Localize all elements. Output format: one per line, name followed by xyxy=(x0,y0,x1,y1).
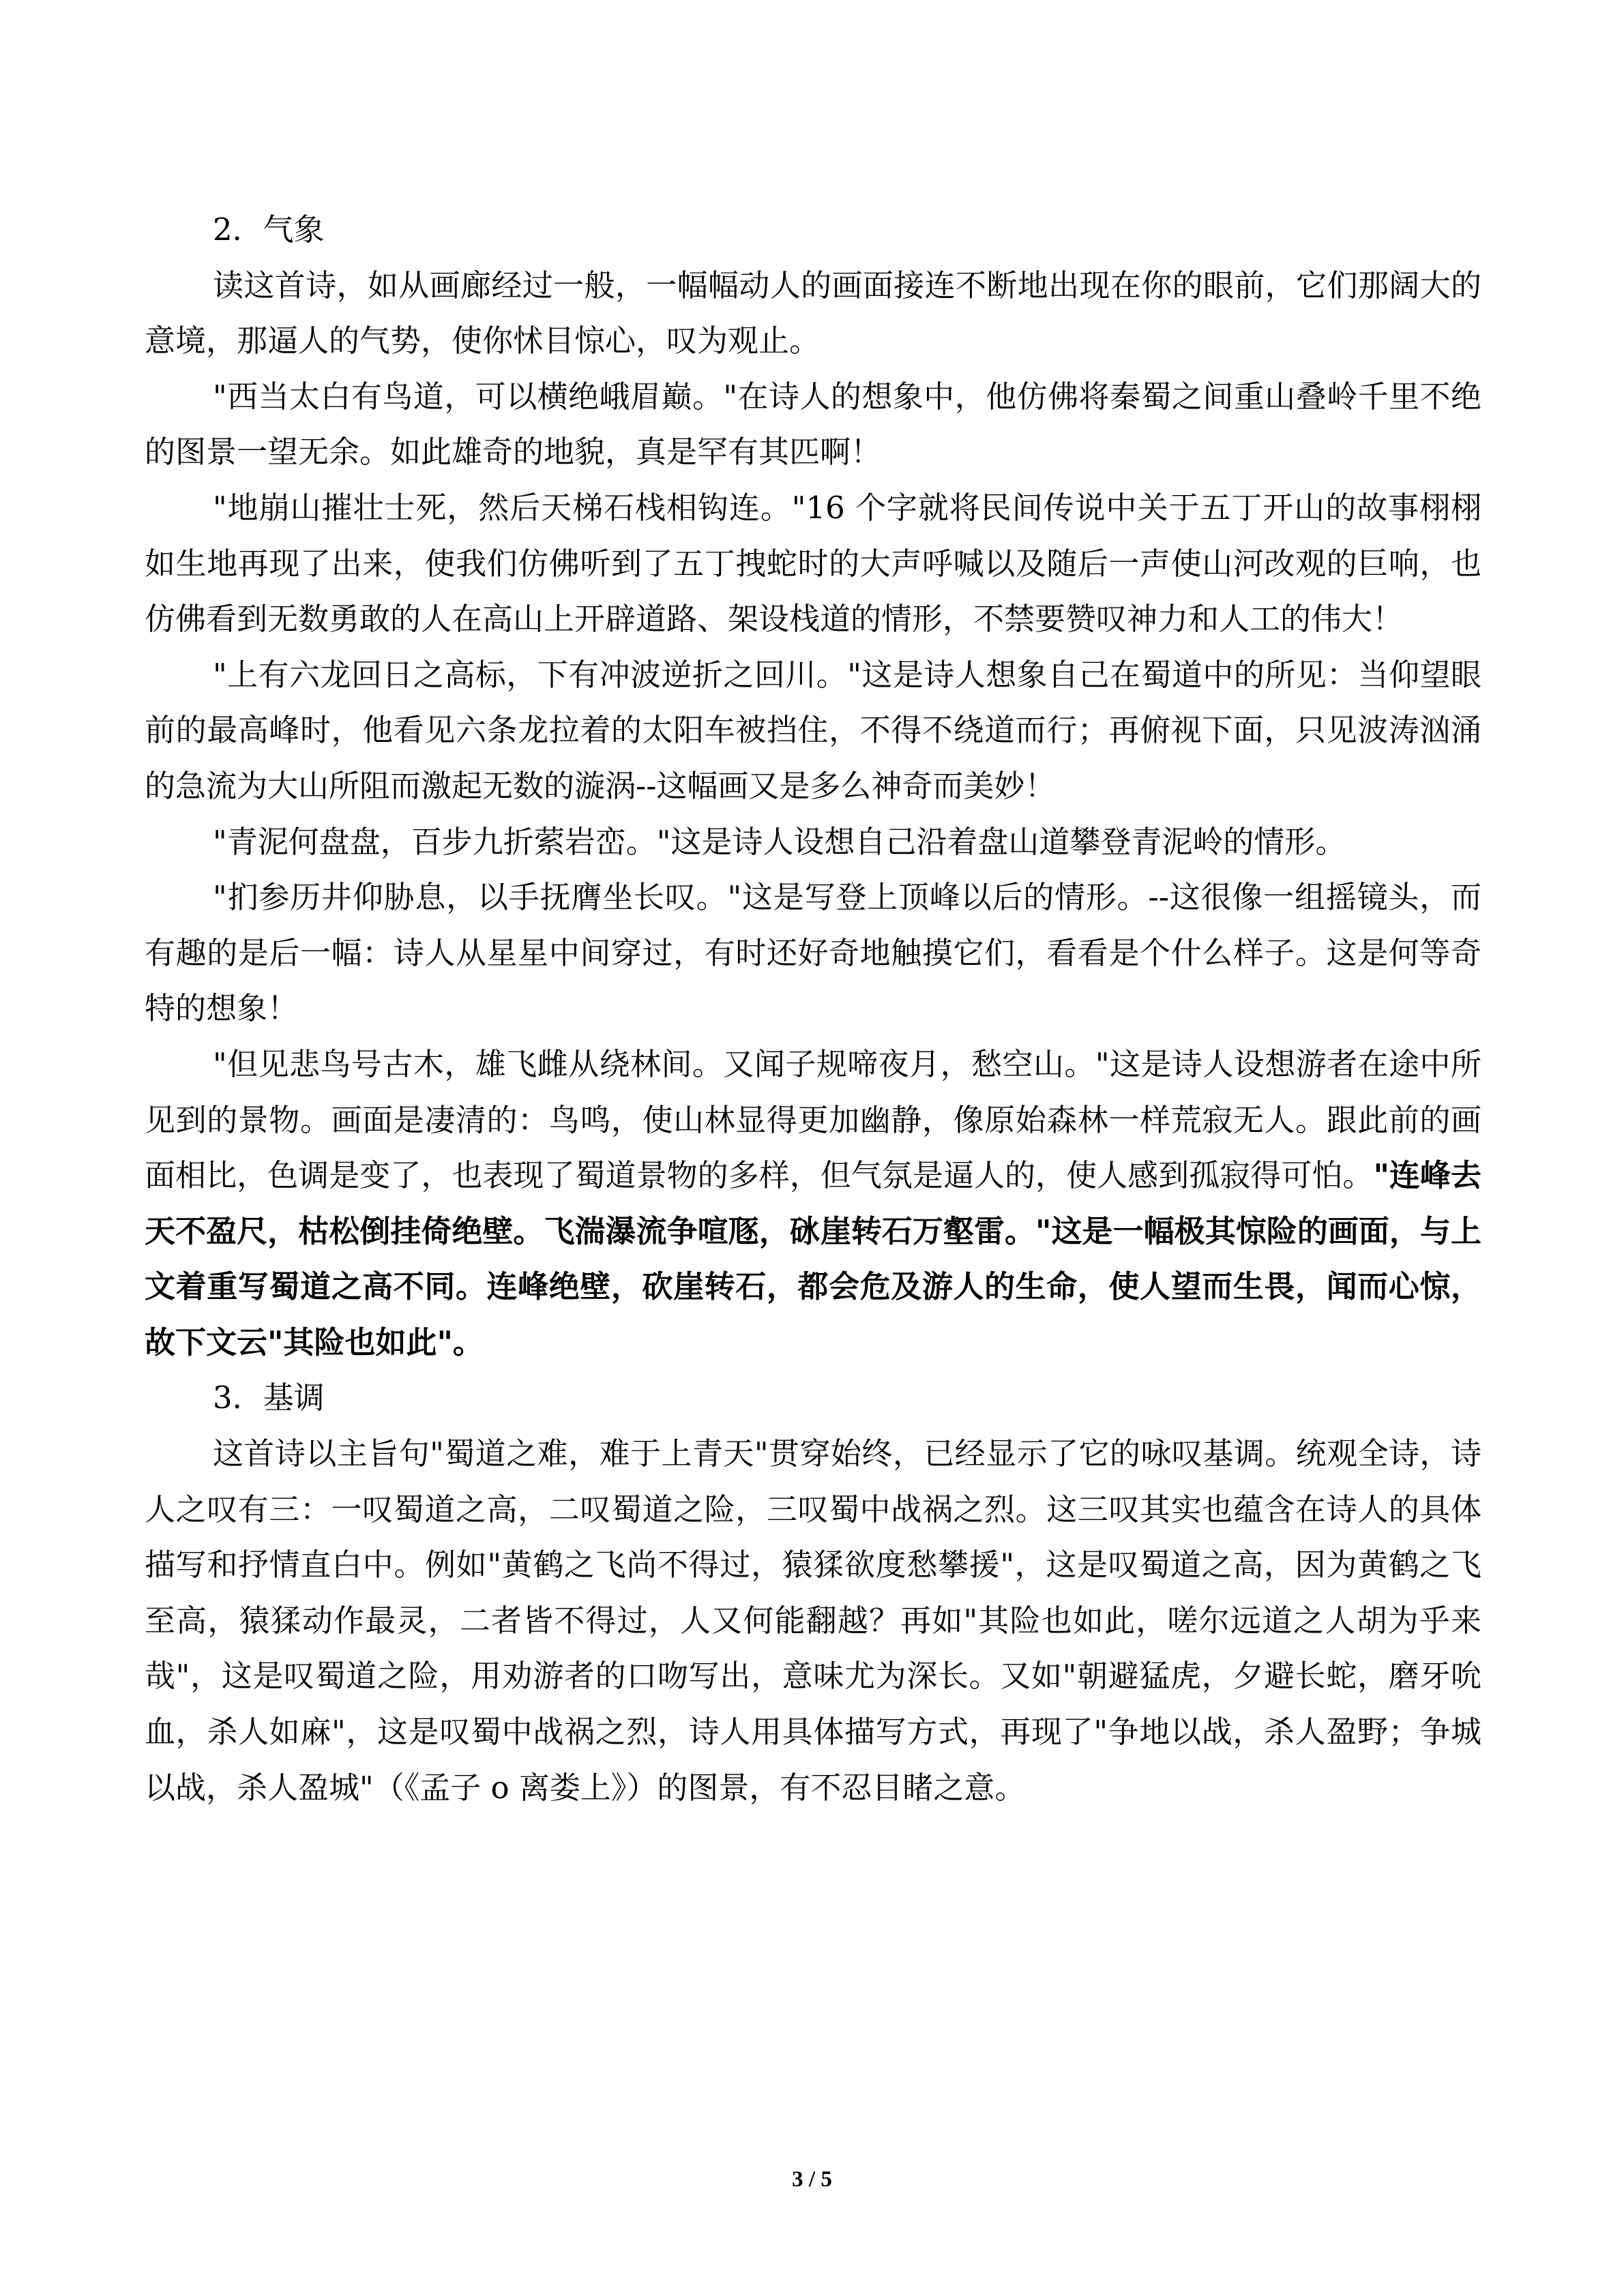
paragraph: 这首诗以主旨句"蜀道之难，难于上青天"贯穿始终，已经显示了它的咏叹基调。统观全诗，诗人之叹有三：一叹蜀道之高，二叹蜀道之险，三叹蜀中战祸之烈。这三叹其实也蕴含在诗人的具体描写和抒情直白中。例如"黄鹤之飞尚不得过，猿猱欲度愁攀援"，这是叹蜀道之高，因为黄鹤之飞至高，猿猱动作最灵，二者皆不得过，人又何能翻越？再如"其险也如此，嗟尔远道之人胡为乎来哉"，这是叹蜀道之险，用劝游者的口吻写出，意味尤为深长。又如"朝避猛虎，夕避长蛇，磨牙吮血，杀人如麻"，这是叹蜀中战祸之烈，诗人用具体描写方式，再现了"争地以战，杀人盈野；争城以战，杀人盈城"（《孟子 o 离娄上》）的图景，有不忍目睹之意。 xyxy=(145,1435,1481,1806)
paragraph xyxy=(145,1037,1481,1371)
document-body xyxy=(145,202,1481,1815)
paragraph: "扪参历井仰胁息，以手抚膺坐长叹。"这是写登上顶峰以后的情形。--这很像一组摇镜头，而有趣的是后一幅：诗人从星星中间穿过，有时还好奇地触摸它们，看看是个什么样子。这是何等奇特的想象！ xyxy=(145,879,1481,1027)
paragraph: "西当太白有鸟道，可以横绝峨眉巅。"在诗人的想象中，他仿佛将秦蜀之间重山叠岭千里不绝的图景一望无余。如此雄奇的地貌，真是罕有其匹啊！ xyxy=(145,378,1481,471)
paragraph: "上有六龙回日之高标，下有冲波逆折之回川。"这是诗人想象自己在蜀道中的所见：当仰望眼前的最高峰时，他看见六条龙拉着的太阳车被挡住，不得不绕道而行；再俯视下面，只见波涛汹涌的急流为大山所阻而激起无数的漩涡--这幅画又是多么神奇而美妙！ xyxy=(145,656,1481,804)
paragraph: 读这首诗，如从画廊经过一般，一幅幅动人的画面接连不断地出现在你的眼前，它们那阔大的意境，那逼人的气势，使你怵目惊心，叹为观止。 xyxy=(145,267,1481,359)
paragraph: "地崩山摧壮士死，然后天梯石栈相钩连。"16 个字就将民间传说中关于五丁开山的故事栩栩如生地再现了出来，使我们仿佛听到了五丁拽蛇时的大声呼喊以及随后一声使山河改观的巨响，也仿佛看到无数勇敢的人在高山上开辟道路、架设栈道的情形，不禁要赞叹神力和人工的伟大！ xyxy=(145,489,1481,638)
bold-passage: "连峰去天不盈尺，枯松倒挂倚绝壁。飞湍瀑流争喧豗，砯崖转石万壑雷。"这是一幅极其惊险的画面，与上文着重写蜀道之高不同。连峰绝壁，砍崖转石，都会危及游人的生命，使人望而生畏，闻而心惊，故下文云"其险也如此"。 xyxy=(145,1157,1481,1360)
paragraph-text: "但见悲鸟号古木，雄飞雌从绕林间。又闻子规啼夜月，愁空山。"这是诗人设想游者在途中所见到的景物。画面是凄清的：鸟鸣，使山林显得更加幽静，像原始森林一样荒寂无人。跟此前的画面相比，色调是变了，也表现了蜀道景物的多样，但气氛是逼人的，使人感到孤寂得可怕。 xyxy=(145,1045,1481,1194)
page-number: 3 / 5 xyxy=(792,2167,832,2192)
section-heading-qixiang: 2．气象 xyxy=(213,211,325,248)
section-heading-jidiao: 3．基调 xyxy=(213,1380,325,1416)
paragraph: "青泥何盘盘，百步九折萦岩峦。"这是诗人设想自己沿着盘山道攀登青泥岭的情形。 xyxy=(213,823,1346,860)
